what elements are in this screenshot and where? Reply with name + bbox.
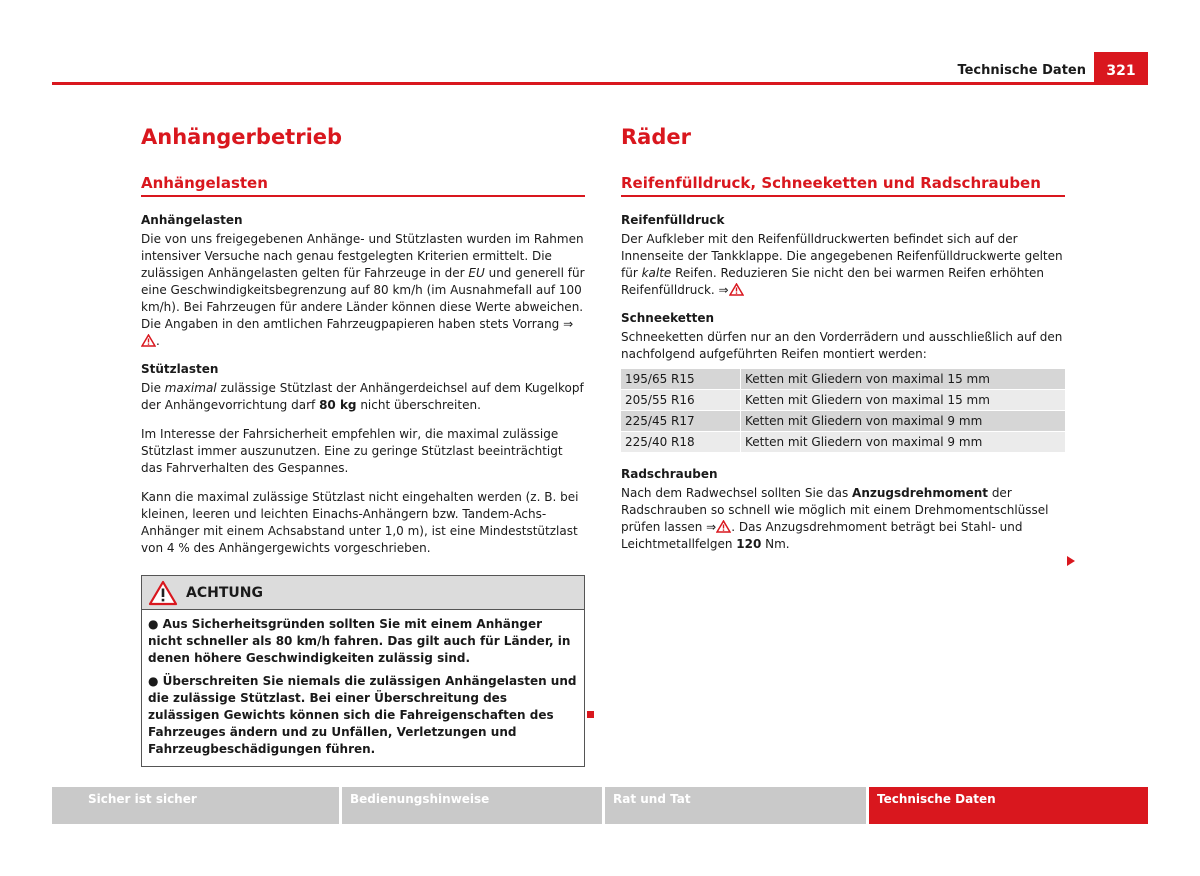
warning-triangle-icon[interactable]	[729, 283, 744, 296]
warning-triangle-icon[interactable]	[716, 520, 731, 533]
paragraph-fahrsicherheit: Im Interesse der Fahrsicherheit empfehlen wir, die maximal zulässige Stützlast immer auszunutzen. Eine zu geringe Stützlast beeinträchtigt das Fahrverhalten des Gespannes.	[141, 427, 563, 475]
table-row	[621, 411, 1065, 432]
table-row	[621, 369, 1065, 390]
table-cell-chain: Ketten mit Gliedern von maximal 9 mm	[741, 411, 1066, 432]
page-number: 321	[1094, 52, 1148, 85]
paragraph-schneeketten: Schneeketten dürfen nur an den Vorderrädern und ausschließlich auf den nachfolgend aufgeführten Reifen montiert werden:	[621, 330, 1063, 361]
paragraph-mindeststuetzlast: Kann die maximal zulässige Stützlast nicht eingehalten werden (z. B. bei kleinen, leeren und leichten Einachs-Anhängern bzw. Tandem-Achs-Anhänger mit einem Achsabstand unter 1,0 m), ist eine Mindeststützlast von 4 % des Anhängergewichts vorgeschrieben.	[141, 490, 579, 555]
table-cell-tire: 225/45 R17	[621, 411, 741, 432]
tab-sicher-ist-sicher[interactable]: Sicher ist sicher	[52, 787, 339, 824]
warning-title: ACHTUNG	[186, 584, 263, 601]
section-end-marker	[587, 711, 594, 718]
warning-item: ● Aus Sicherheitsgründen sollten Sie mit einem Anhänger nicht schneller als 80 km/h fahren. Das gilt auch für Länder, in denen höhere Geschwindigkeiten zulässig sind.	[148, 617, 571, 665]
footer-tabs	[52, 787, 1148, 824]
tab-bedienungshinweise[interactable]: Bedienungshinweise	[342, 787, 602, 824]
warning-triangle-icon[interactable]	[141, 334, 156, 347]
paragraph-anhaengelasten: Die von uns freigegebenen Anhänge- und Stützlasten wurden im Rahmen intensiver Versuche nach genau festgelegten Kriterien ermittelt. Die zulässigen Anhängelasten gelten für Fahrzeuge in der EU und generell für eine Geschwindigkeitsbegrenzung auf 80 km/h (im Ausnahmefall auf 100 km/h). Bei Fahrzeugen für andere Länder können diese Werte abweichen. Die Angaben in den amtlichen Fahrzeugpapieren haben stets Vorrang ⇒.	[141, 232, 585, 348]
paragraph-reifenfuelldruck: Der Aufkleber mit den Reifenfülldruckwerten befindet sich auf der Innenseite der Tankklappe. Die angegebenen Reifenfülldruckwerte gelten für kalte Reifen. Reduzieren Sie nicht den bei warmen Reifen erhöhten Reifenfülldruck. ⇒	[621, 232, 1063, 297]
table-cell-chain: Ketten mit Gliedern von maximal 15 mm	[741, 369, 1066, 390]
warning-header	[142, 576, 584, 610]
warning-box	[141, 575, 585, 767]
table-cell-chain: Ketten mit Gliedern von maximal 9 mm	[741, 432, 1066, 453]
table-row	[621, 432, 1065, 453]
running-header-title: Technische Daten	[957, 63, 1086, 78]
chapter-title-left: Anhängerbetrieb	[141, 125, 343, 149]
heading-stuetzlasten: Stützlasten	[141, 362, 219, 376]
right-column	[621, 122, 1065, 565]
warning-item: ● Überschreiten Sie niemals die zulässigen Anhängelasten und die zulässige Stützlast. Bei einer Überschreitung des zulässigen Gewichts können sich die Fahreigenschaften des Fahrzeuges ändern und zu Unfällen, Verletzungen und Fahrzeugbeschädigungen führen.	[148, 674, 577, 756]
heading-radschrauben: Radschrauben	[621, 467, 718, 481]
table-cell-tire: 225/40 R18	[621, 432, 741, 453]
table-row	[621, 390, 1065, 411]
heading-schneeketten: Schneeketten	[621, 311, 715, 325]
continue-arrow-icon[interactable]	[1067, 556, 1075, 566]
table-cell-chain: Ketten mit Gliedern von maximal 15 mm	[741, 390, 1066, 411]
table-cell-tire: 195/65 R15	[621, 369, 741, 390]
section-title-left: Anhängelasten	[141, 174, 585, 197]
section-title-right: Reifenfülldruck, Schneeketten und Radschrauben	[621, 174, 1065, 197]
table-cell-tire: 205/55 R16	[621, 390, 741, 411]
tab-technische-daten[interactable]: Technische Daten	[869, 787, 1148, 824]
heading-anhaengelasten: Anhängelasten	[141, 213, 243, 227]
snow-chain-table	[621, 369, 1065, 453]
heading-reifenfuelldruck: Reifenfülldruck	[621, 213, 725, 227]
paragraph-radschrauben: Nach dem Radwechsel sollten Sie das Anzugsdrehmoment der Radschrauben so schnell wie möglich mit einem Drehmomentschlüssel prüfen lassen ⇒ . Das Anzugsdrehmoment beträgt bei Stahl- und Leichtmetallfelgen 120 Nm.	[621, 486, 1049, 551]
chapter-title-right: Räder	[621, 125, 691, 149]
warning-triangle-icon	[148, 580, 178, 606]
left-column	[141, 122, 585, 767]
paragraph-stuetzlasten: Die maximal zulässige Stützlast der Anhängerdeichsel auf dem Kugelkopf der Anhängevorrichtung darf 80 kg nicht überschreiten.	[141, 381, 584, 412]
warning-body	[142, 610, 584, 766]
header-rule	[52, 82, 1148, 85]
tab-rat-und-tat[interactable]: Rat und Tat	[605, 787, 866, 824]
